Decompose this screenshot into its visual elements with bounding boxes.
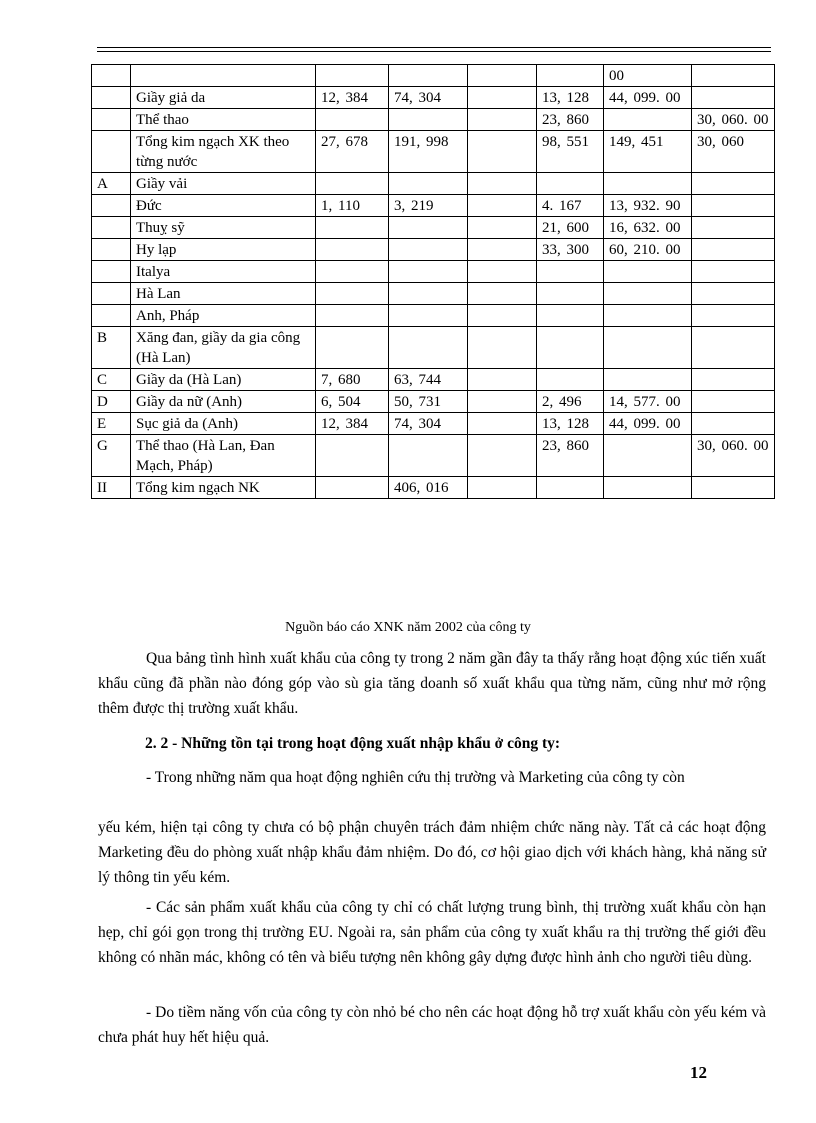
item-cell: Thuỵ sỹ	[131, 217, 316, 239]
value-cell	[316, 477, 389, 499]
value-cell: 50, 731	[389, 391, 468, 413]
paragraph-marketing-line1: - Trong những năm qua hoạt động nghiên cứu thị trường và Marketing của công ty còn	[146, 769, 685, 786]
value-cell	[316, 305, 389, 327]
table-row	[92, 305, 775, 327]
value-cell	[537, 369, 604, 391]
page-number: 12	[690, 1063, 707, 1082]
value-cell	[316, 327, 389, 369]
table-row	[92, 369, 775, 391]
value-cell	[692, 87, 775, 109]
table-source-caption: Nguồn báo cáo XNK năm 2002 của công ty	[285, 620, 531, 635]
label-cell	[92, 217, 131, 239]
value-cell	[389, 173, 468, 195]
value-cell: 3, 219	[389, 195, 468, 217]
value-cell	[537, 305, 604, 327]
value-cell	[468, 239, 537, 261]
value-cell	[537, 65, 604, 87]
value-cell	[468, 413, 537, 435]
value-cell	[604, 109, 692, 131]
value-cell: 44, 099. 00	[604, 87, 692, 109]
value-cell: 12, 384	[316, 413, 389, 435]
value-cell	[468, 173, 537, 195]
paragraph-products: - Các sản phẩm xuất khẩu của công ty chỉ có chất lượng trung bình, thị trường xuất khẩu còn hạn hẹp, chỉ gói gọn trong thị trường EU. Ngoài ra, sản phẩm của công ty xuất khẩu ra thị trường thế giới đều không có nhãn mác, không có tên và biểu tượng nên không gây dựng được hình ảnh cho người tiêu dùng.	[98, 899, 766, 966]
value-cell	[604, 327, 692, 369]
value-cell: 27, 678	[316, 131, 389, 173]
value-cell: 2, 496	[537, 391, 604, 413]
label-cell	[92, 239, 131, 261]
value-cell: 23, 860	[537, 109, 604, 131]
value-cell	[604, 173, 692, 195]
value-cell: 63, 744	[389, 369, 468, 391]
label-cell: A	[92, 173, 131, 195]
value-cell	[468, 65, 537, 87]
item-cell: Thể thao	[131, 109, 316, 131]
value-cell	[389, 109, 468, 131]
value-cell: 406, 016	[389, 477, 468, 499]
value-cell: 149, 451	[604, 131, 692, 173]
value-cell: 13, 932. 90	[604, 195, 692, 217]
value-cell	[389, 435, 468, 477]
value-cell: 30, 060	[692, 131, 775, 173]
label-cell	[92, 87, 131, 109]
value-cell	[604, 305, 692, 327]
label-cell	[92, 261, 131, 283]
table-row	[92, 109, 775, 131]
label-cell: E	[92, 413, 131, 435]
value-cell: 7, 680	[316, 369, 389, 391]
table-row	[92, 413, 775, 435]
value-cell	[316, 239, 389, 261]
value-cell	[468, 327, 537, 369]
paragraph-capital: - Do tiềm năng vốn của công ty còn nhỏ bé cho nên các hoạt động hỗ trợ xuất khẩu còn yếu kém và chưa phát huy hết hiệu quả.	[98, 1004, 766, 1046]
value-cell	[316, 109, 389, 131]
value-cell: 00	[604, 65, 692, 87]
table-row	[92, 391, 775, 413]
label-cell: G	[92, 435, 131, 477]
export-import-table	[91, 64, 775, 499]
value-cell	[389, 239, 468, 261]
value-cell	[389, 65, 468, 87]
value-cell: 33, 300	[537, 239, 604, 261]
value-cell: 30, 060. 00	[692, 435, 775, 477]
value-cell	[468, 283, 537, 305]
value-cell	[468, 435, 537, 477]
value-cell	[468, 217, 537, 239]
item-cell: Giầy da (Hà Lan)	[131, 369, 316, 391]
label-cell	[92, 283, 131, 305]
value-cell	[389, 305, 468, 327]
value-cell	[468, 87, 537, 109]
value-cell: 60, 210. 00	[604, 239, 692, 261]
value-cell: 74, 304	[389, 413, 468, 435]
value-cell	[692, 391, 775, 413]
label-cell: C	[92, 369, 131, 391]
value-cell	[692, 369, 775, 391]
value-cell	[692, 327, 775, 369]
label-cell	[92, 131, 131, 173]
value-cell	[604, 283, 692, 305]
value-cell: 44, 099. 00	[604, 413, 692, 435]
value-cell	[316, 173, 389, 195]
value-cell: 13, 128	[537, 413, 604, 435]
table-row	[92, 239, 775, 261]
item-cell: Giầy da nữ (Anh)	[131, 391, 316, 413]
table-row	[92, 131, 775, 173]
value-cell	[692, 477, 775, 499]
value-cell: 1, 110	[316, 195, 389, 217]
paragraph-summary: Qua bảng tình hình xuất khẩu của công ty trong 2 năm gần đây ta thấy rằng hoạt động xúc tiến xuất khẩu cũng đã phần nào đóng góp vào sù gia tăng doanh số xuất khẩu qua từng năm, cũng như mở rộng thêm được thị trường xuất khẩu.	[98, 650, 766, 717]
value-cell	[389, 217, 468, 239]
value-cell	[316, 283, 389, 305]
value-cell	[692, 413, 775, 435]
item-cell: Đức	[131, 195, 316, 217]
item-cell: Giầy giả da	[131, 87, 316, 109]
value-cell: 4. 167	[537, 195, 604, 217]
item-cell: Hà Lan	[131, 283, 316, 305]
value-cell	[692, 305, 775, 327]
value-cell	[468, 477, 537, 499]
table-row	[92, 435, 775, 477]
item-cell: Italya	[131, 261, 316, 283]
value-cell	[389, 327, 468, 369]
header-rule-bottom	[97, 51, 771, 52]
item-cell: Tổng kim ngạch NK	[131, 477, 316, 499]
item-cell: Anh, Pháp	[131, 305, 316, 327]
value-cell: 98, 551	[537, 131, 604, 173]
value-cell	[468, 131, 537, 173]
label-cell: B	[92, 327, 131, 369]
value-cell	[389, 283, 468, 305]
header-rule-top	[97, 47, 771, 48]
value-cell	[468, 109, 537, 131]
label-cell: II	[92, 477, 131, 499]
table-row	[92, 283, 775, 305]
value-cell	[537, 283, 604, 305]
value-cell: 21, 600	[537, 217, 604, 239]
table-row	[92, 195, 775, 217]
label-cell	[92, 195, 131, 217]
item-cell	[131, 65, 316, 87]
label-cell	[92, 65, 131, 87]
value-cell	[316, 261, 389, 283]
value-cell: 74, 304	[389, 87, 468, 109]
value-cell	[389, 261, 468, 283]
item-cell: Giầy vải	[131, 173, 316, 195]
table-row	[92, 261, 775, 283]
value-cell	[468, 391, 537, 413]
value-cell: 23, 860	[537, 435, 604, 477]
paragraph-marketing-rest: yếu kém, hiện tại công ty chưa có bộ phận chuyên trách đảm nhiệm chức năng này. Tất cả các hoạt động Marketing đều do phòng xuất nhập khẩu đảm nhiệm. Do đó, cơ hội giao dịch với khách hàng, khả năng sử lý thông tin yếu kém.	[98, 819, 766, 886]
table-row	[92, 173, 775, 195]
value-cell: 30, 060. 00	[692, 109, 775, 131]
value-cell	[692, 65, 775, 87]
value-cell: 14, 577. 00	[604, 391, 692, 413]
item-cell: Hy lạp	[131, 239, 316, 261]
value-cell: 6, 504	[316, 391, 389, 413]
value-cell	[692, 195, 775, 217]
item-cell: Sục giả da (Anh)	[131, 413, 316, 435]
value-cell	[604, 369, 692, 391]
label-cell: D	[92, 391, 131, 413]
value-cell	[316, 217, 389, 239]
item-cell: Tổng kim ngạch XK theo từng nước	[131, 131, 316, 173]
value-cell: 12, 384	[316, 87, 389, 109]
value-cell	[537, 327, 604, 369]
value-cell	[604, 435, 692, 477]
value-cell	[692, 261, 775, 283]
value-cell	[468, 305, 537, 327]
value-cell: 191, 998	[389, 131, 468, 173]
value-cell	[604, 261, 692, 283]
value-cell: 16, 632. 00	[604, 217, 692, 239]
section-heading: 2. 2 - Những tồn tại trong hoạt động xuất nhập khẩu ở công ty:	[145, 735, 561, 752]
value-cell	[316, 65, 389, 87]
value-cell	[468, 195, 537, 217]
value-cell	[316, 435, 389, 477]
table-row	[92, 87, 775, 109]
value-cell	[692, 217, 775, 239]
value-cell	[692, 239, 775, 261]
value-cell	[692, 173, 775, 195]
value-cell	[468, 261, 537, 283]
item-cell: Thể thao (Hà Lan, Đan Mạch, Pháp)	[131, 435, 316, 477]
value-cell: 13, 128	[537, 87, 604, 109]
table-row	[92, 477, 775, 499]
value-cell	[537, 261, 604, 283]
label-cell	[92, 305, 131, 327]
value-cell	[604, 477, 692, 499]
value-cell	[537, 477, 604, 499]
label-cell	[92, 109, 131, 131]
table-row	[92, 65, 775, 87]
item-cell: Xăng đan, giầy da gia công (Hà Lan)	[131, 327, 316, 369]
value-cell	[468, 369, 537, 391]
table-row	[92, 327, 775, 369]
value-cell	[692, 283, 775, 305]
value-cell	[537, 173, 604, 195]
table-row	[92, 217, 775, 239]
